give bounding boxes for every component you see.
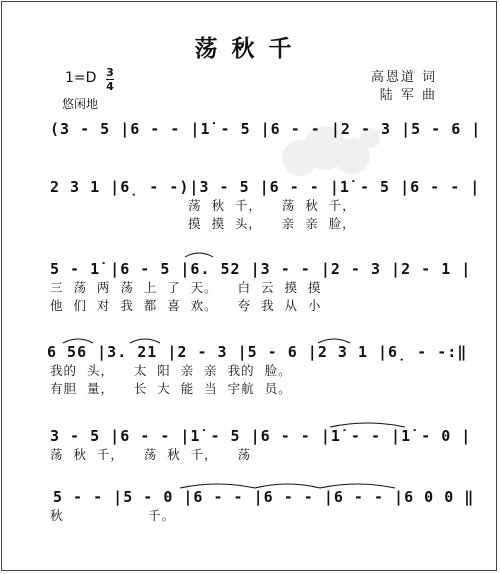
key-signature: 1=D xyxy=(65,70,97,86)
notation-line: (3 - 5 |6 - - |1̇ - 5 |6 - - |2 - 3 |5 - 6 | xyxy=(50,120,482,138)
lyric-line: 他 们 对 我 都 喜 欢。 夸 我 从 小 xyxy=(50,298,322,313)
notation-line: 5 - - |5 - 0 |6 - - |6 - - |6 - - |6 0 0 ‖ xyxy=(53,488,475,506)
notation-line: 3 - 5 |6 - - |1̇ - 5 |6 - - |1̇ - - |1̇ - 0 | xyxy=(50,427,472,445)
lyric-line: 荡 秋 千， 荡 秋 千， 荡 xyxy=(50,447,252,462)
song-title: 荡秋千 xyxy=(194,35,306,62)
lyricist-credit: 高恩道 词 xyxy=(370,70,437,85)
meter-bottom: 4 xyxy=(106,80,114,93)
meter-top: 3 xyxy=(106,66,114,79)
notation-line: 5 - 1̇ |6 - 5 |6. 52 |3 - - |2 - 3 |2 - 1 | xyxy=(50,260,472,278)
notation-line: 6 56 |3. 21 |2 - 3 |5 - 6 |2 3 1 |6̣ - -:‖ xyxy=(47,343,468,361)
composer-credit: 陆 军 曲 xyxy=(379,88,437,103)
tempo-marking: 悠闲地 xyxy=(62,97,99,111)
notation-line: 2 3 1 |6̣ - -)|3 - 5 |6 - - |1̇ - 5 |6 - - | xyxy=(50,178,481,196)
lyric-line: 有胆 量， 长 大 能 当 宇航 员。 xyxy=(50,381,292,396)
lyric-line: 秋 千。 xyxy=(50,508,176,523)
lyric-line: 我的 头， 太 阳 亲 亲 我的 脸。 xyxy=(50,363,292,378)
lyric-line: 荡 秋 千， 荡 秋 千， xyxy=(188,198,356,213)
time-signature xyxy=(106,67,114,92)
lyric-line: 三 荡 两 荡 上 了 天。 白 云 摸 摸 xyxy=(50,280,322,295)
lyric-line: 摸 摸 头， 亲 亲 脸， xyxy=(188,216,356,231)
